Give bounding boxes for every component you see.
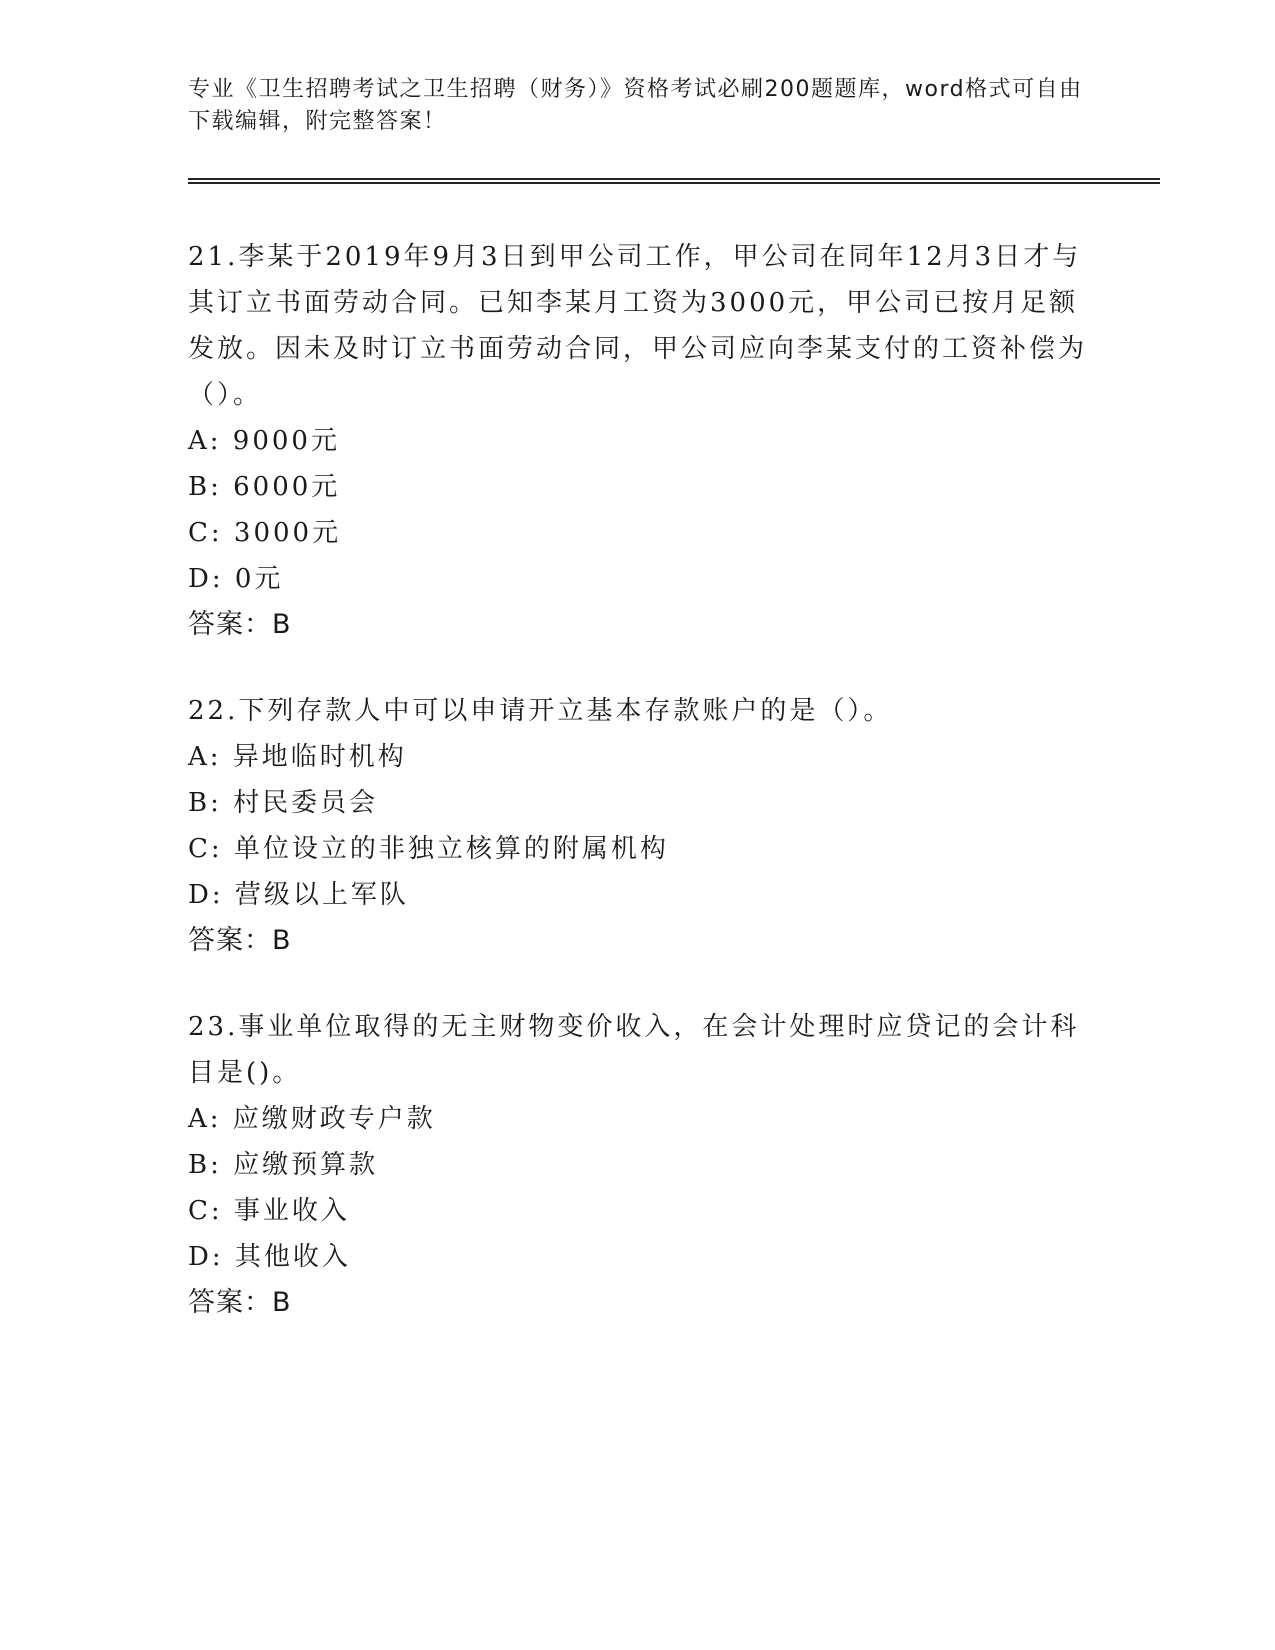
question-21	[188, 234, 1088, 648]
option-a: A: 应缴财政专户款	[188, 1104, 436, 1134]
option-c: C: 事业收入	[188, 1196, 350, 1226]
option-d: D: 营级以上军队	[188, 880, 409, 910]
header-divider	[188, 178, 1160, 184]
question-23	[188, 1004, 1088, 1326]
option-c: C: 3000元	[188, 518, 342, 548]
option-b: B: 应缴预算款	[188, 1150, 379, 1180]
question-list	[188, 234, 1088, 1366]
answer-line: 答案：B	[188, 609, 292, 640]
question-stem: 22.下列存款人中可以申请开立基本存款账户的是（）。	[188, 696, 893, 726]
option-a: A: 异地临时机构	[188, 742, 407, 772]
question-stem: 23.事业单位取得的无主财物变价收入，在会计处理时应贷记的会计科目是()。	[188, 1012, 1080, 1088]
option-c: C: 单位设立的非独立核算的附属机构	[188, 834, 669, 864]
option-d: D: 0元	[188, 564, 284, 594]
option-a: A: 9000元	[188, 426, 340, 456]
answer-line: 答案：B	[188, 1287, 292, 1318]
question-stem: 21.李某于2019年9月3日到甲公司工作，甲公司在同年12月3日才与其订立书面劳动合同。已知李某月工资为3000元，甲公司已按月足额发放。因未及时订立书面劳动合同，甲公司应向李某支付的工资补偿为（）。	[188, 242, 1088, 410]
answer-line: 答案：B	[188, 925, 292, 956]
question-22	[188, 688, 1088, 964]
option-d: D: 其他收入	[188, 1242, 351, 1272]
document-header: 专业《卫生招聘考试之卫生招聘（财务）》资格考试必刷200题题库，word格式可自由下载编辑，附完整答案！	[188, 77, 1083, 134]
option-b: B: 6000元	[188, 472, 341, 502]
option-b: B: 村民委员会	[188, 788, 379, 818]
